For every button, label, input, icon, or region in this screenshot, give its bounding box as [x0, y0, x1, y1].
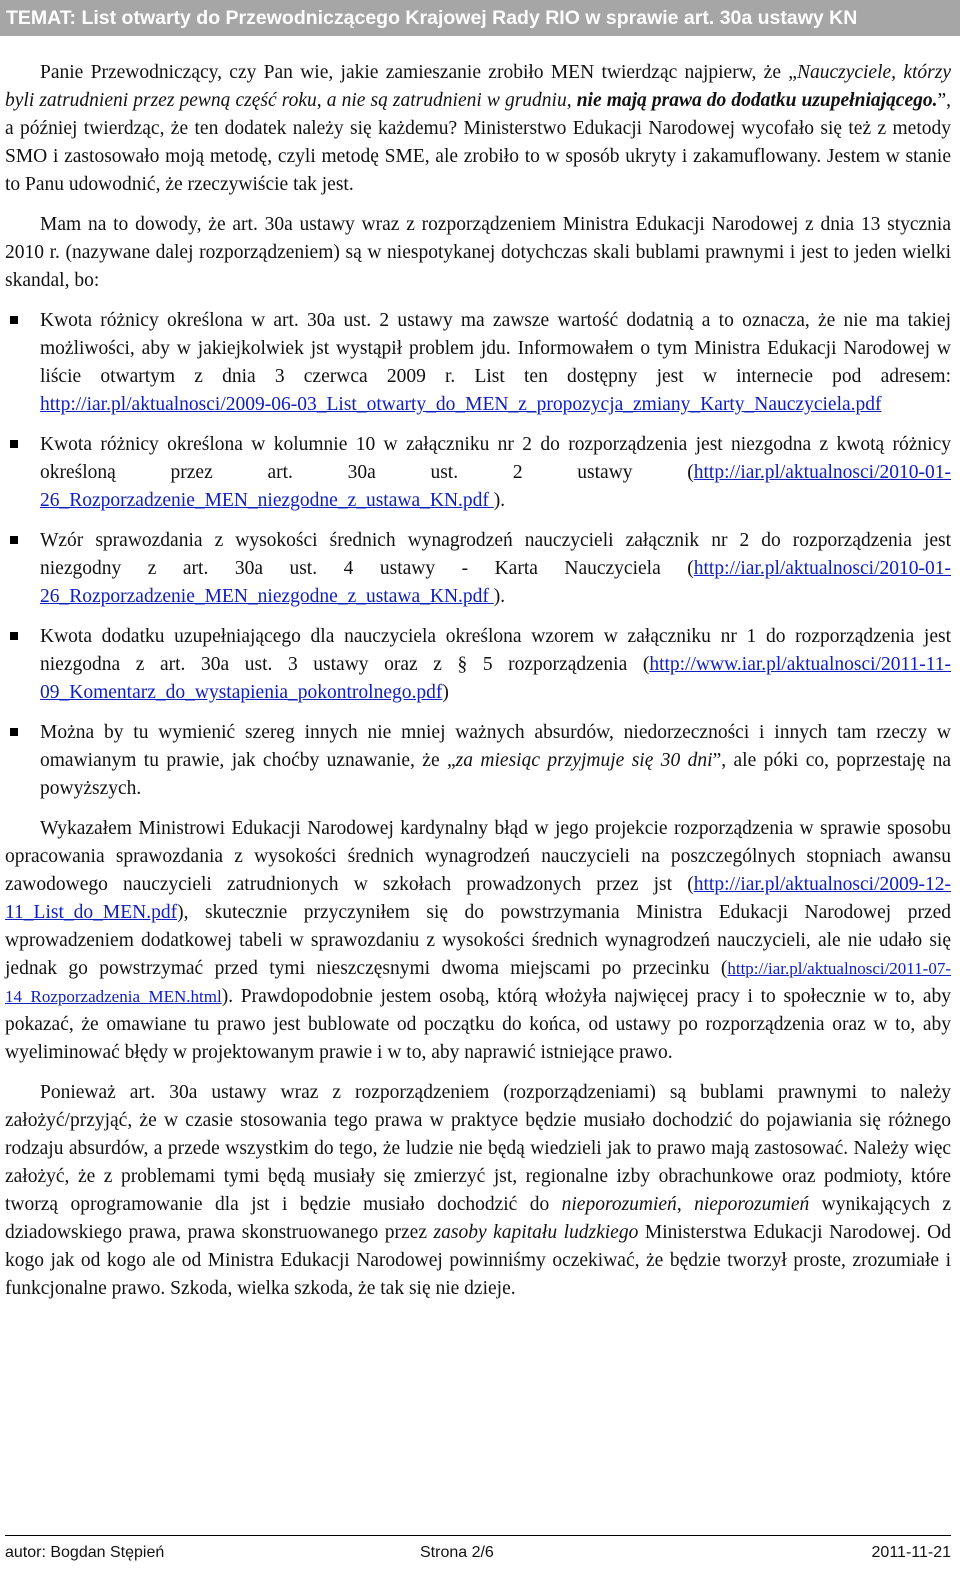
link-list-otwarty-2009[interactable]: http://iar.pl/aktualnosci/2009-06-03_List_otwarty_do_MEN_z_propozycja_zmiany_Karty_Nauczyciela.pdf [40, 394, 882, 415]
bullet-tail: ”, ale póki co, poprzestaję na powyższych. [40, 750, 952, 799]
p4-text-3: wynikających z dziadowskiego prawa, prawa skonstruowanego przez [5, 1194, 951, 1243]
link-komentarz-2011[interactable]: http://www.iar.pl/aktualnosci/2011-11-09_Komentarz_do_wystapienia_pokontrolnego.pdf [40, 654, 951, 703]
p4-text-2: , [676, 1194, 695, 1215]
p1-quote-italic: Nauczyciele, którzy byli zatrudnieni przez pewną część roku, a nie są zatrudnieni w grudniu, [5, 62, 951, 111]
paragraph-conclusion [5, 1079, 951, 1303]
bullet-text: Kwota różnicy określona w art. 30a ust. 2 ustawy ma zawsze wartość dodatnią a to oznacza, że nie ma takiej możliwości, aby w jakiejkolwiek jst wystąpił problem jdu. Informowałem o tym Ministra Edukacji Narodowej w liście otwartym z dnia 3 czerwca 2009 r. List ten dostępny jest w internecie pod adresem: [40, 310, 951, 387]
list-item [5, 307, 951, 419]
p4-text-1: Ponieważ art. 30a ustawy wraz z rozporządzeniem (rozporządzeniami) są bublami prawnymi to należy założyć/przyjąć, że w czasie stosowania tego prawa w praktyce będzie musiało dochodzić do pojawiania się różnego rodzaju absurdów, a przede wszystkim do tego, że ludzie nie będą wiedzieli jak to prawo mają zastosować. Należy więc założyć, że z problemami tymi będą musiały się zmierzyć jst, regionalne izby obrachunkowe oraz podmioty, które tworzą oprogramowanie dla jst i będzie musiało dochodzić do [5, 1082, 951, 1215]
p3-text-1: Wykazałem Ministrowi Edukacji Narodowej kardynalny błąd w jego projekcie rozporządzenia w sprawie sposobu opracowania sprawozdania z wysokości średnich wynagrodzeń nauczycieli na poszczególnych stopniach awansu zawodowego nauczycieli zatrudnionych w szkołach prowadzonych przez jst ( [5, 818, 951, 895]
bullet-italic: za miesiąc przyjmuje się 30 dni [455, 750, 713, 771]
bullet-tail: ). [493, 490, 506, 511]
p3-text-3: ). Prawdopodobnie jestem osobą, którą włożyła najwięcej pracy i to społecznie w to, aby pokazać, że omawiane tu prawo jest bublowate od początku do końca, od ustawy po rozporządzenia oraz w to, aby wyeliminować błędy w projektowanym prawie i w to, aby naprawić istniejące prawo. [5, 986, 951, 1063]
p4-italic-3: zasoby kapitału ludzkiego [433, 1222, 639, 1243]
link-rozporzadzenie-2010[interactable]: http://iar.pl/aktualnosci/2010-01-26_Rozporzadzenie_MEN_niezgodne_z_ustawa_KN.pdf [40, 462, 951, 511]
p1-text-1: Panie Przewodniczący, czy Pan wie, jakie zamieszanie zrobiło MEN twierdząc najpierw, że „ [40, 62, 797, 83]
footer-divider [5, 1535, 951, 1536]
list-item [5, 527, 951, 611]
bullet-tail: ) [442, 682, 449, 703]
square-bullet-icon [10, 632, 18, 640]
paragraph-evidence: Mam na to dowody, że art. 30a ustawy wraz z rozporządzeniem Ministra Edukacji Narodowej z dnia 13 stycznia 2010 r. (nazywane dalej rozporządzeniem) są w niespotykanej dotychczas skali bublami prawnymi i jest to jeden wielki skandal, bo: [5, 214, 951, 291]
square-bullet-icon [10, 728, 18, 736]
list-item [5, 719, 951, 803]
footer-author: autor: Bogdan Stępień [5, 1544, 165, 1561]
bullet-text: Można by tu wymienić szereg innych nie mniej ważnych absurdów, niedorzeczności i innych tam rzeczy w omawianym tu prawie, jak choćby uznawanie, że „ [40, 722, 951, 771]
list-item [5, 431, 951, 515]
p1-quote-bold: nie mają prawa do dodatku uzupełniającego. [576, 90, 938, 111]
bullet-text: Wzór sprawozdania z wysokości średnich wynagrodzeń nauczycieli załącznik nr 2 do rozporządzenia jest niezgodny z art. 30a ust. 4 ustawy - Karta Nauczyciela ( [40, 530, 951, 579]
bullet-tail: ). [493, 586, 506, 607]
square-bullet-icon [10, 440, 18, 448]
bullet-text: Kwota dodatku uzupełniającego dla nauczyciela określona wzorem w załączniku nr 1 do rozporządzenia jest niezgodna z art. 30a ust. 3 ustawy oraz z § 5 rozporządzenia ( [40, 626, 951, 675]
list-item [5, 623, 951, 707]
p4-text-4: Ministerstwa Edukacji Narodowej. Od kogo jak od kogo ale od Ministra Edukacji Narodowej powinniśmy oczekiwać, że będzie tworzył proste, zrozumiałe i funkcjonalne prawo. Szkoda, wielka szkoda, że tak się nie dzieje. [5, 1222, 951, 1299]
square-bullet-icon [10, 536, 18, 544]
link-list-do-men-2009[interactable]: http://iar.pl/aktualnosci/2009-12-11_List_do_MEN.pdf [5, 874, 951, 923]
page-footer [5, 1541, 951, 1565]
bullet-list [5, 307, 951, 803]
footer-date: 2011-11-21 [871, 1544, 951, 1561]
p4-italic-1: nieporozumień [561, 1194, 677, 1215]
bullet-text: Kwota różnicy określona w kolumnie 10 w załączniku nr 2 do rozporządzenia jest niezgodna z kwotą różnicy określoną przez art. 30a ust. 2 ustawy ( [40, 434, 951, 483]
paragraph-minister [5, 815, 951, 1067]
paragraph-intro [5, 59, 951, 199]
link-rozporzadzenie-2010-b[interactable]: http://iar.pl/aktualnosci/2010-01-26_Rozporzadzenie_MEN_niezgodne_z_ustawa_KN.pdf [40, 558, 951, 607]
p1-text-2: ”, a później twierdząc, że ten dodatek należy się każdemu? Ministerstwo Edukacji Narodowej wycofało się też z metody SMO i zastosowało moją metodę, czyli metodę SME, ale zrobiło to w sposób ukryty i zakamuflowany. Jestem w stanie to Panu udowodnić, że rzeczywiście tak jest. [5, 90, 952, 195]
p3-text-2: ), skutecznie przyczyniłem się do powstrzymania Ministra Edukacji Narodowej przed wprowadzeniem dodatkowej tabeli w sprawozdaniu z wysokości średnich wynagrodzeń nauczycieli, ale nie udało się jednak go powstrzymać przed tymi nieszczęsnymi dwoma miejscami po przecinku ( [5, 902, 951, 979]
link-rozporzadzenia-2011[interactable]: http://iar.pl/aktualnosci/2011-07-14_Rozporzadzenia_MEN.html [5, 959, 951, 1006]
document-header [0, 0, 960, 36]
document-body [5, 59, 951, 1303]
footer-page-number: Strona 2/6 [420, 1544, 494, 1561]
header-title: TEMAT: List otwarty do Przewodniczącego Krajowej Rady RIO w sprawie art. 30a ustawy KN [6, 7, 858, 29]
p4-italic-2: nieporozumień [694, 1194, 810, 1215]
square-bullet-icon [10, 316, 18, 324]
